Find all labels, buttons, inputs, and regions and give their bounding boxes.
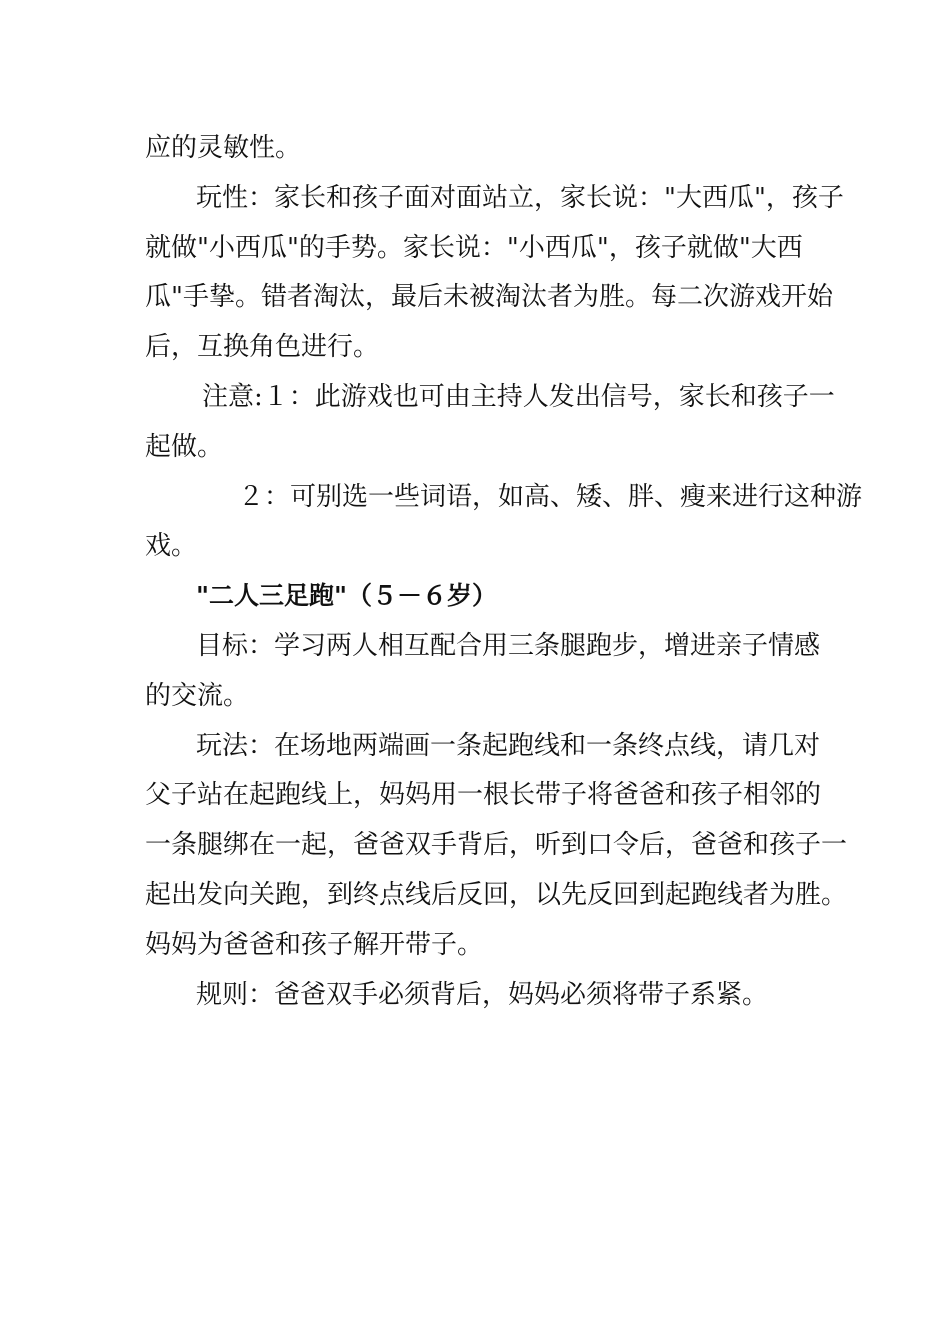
paragraph-line: 目标：学习两人相互配合用三条腿跑步，增进亲子情感	[196, 631, 821, 661]
paragraph-line: 一条腿绑在一起，爸爸双手背后，听到口令后，爸爸和孩子一	[145, 830, 848, 860]
paragraph-line: 应的灵敏性。	[145, 133, 302, 163]
paragraph-line: 后，互换角色进行。	[145, 332, 380, 362]
section-heading: "二人三足跑"（５－６岁）	[196, 581, 498, 610]
note-line: 起做。	[145, 432, 224, 462]
paragraph-line: 玩性：家长和孩子面对面站立，家长说："大西瓜"，孩子	[196, 183, 844, 213]
paragraph-line: 瓜"手挚。错者淘汰，最后未被淘汰者为胜。每二次游戏开始	[145, 282, 833, 312]
paragraph-line: 规则：爸爸双手必须背后，妈妈必须将带子系紧。	[196, 980, 769, 1010]
paragraph-line: 就做"小西瓜"的手势。家长说："小西瓜"，孩子就做"大西	[145, 233, 803, 263]
note-line: 注意:１：此游戏也可由主持人发出信号，家长和孩子一	[202, 382, 835, 412]
paragraph-line: 起出发向关跑，到终点线后反回，以先反回到起跑线者为胜。	[145, 880, 848, 910]
note-line: ２：可别选一些词语，如高、矮、胖、瘦来进行这种游	[238, 482, 863, 512]
paragraph-line: 妈妈为爸爸和孩子解开带子。	[145, 930, 484, 960]
paragraph-line: 玩法：在场地两端画一条起跑线和一条终点线，请几对	[196, 731, 821, 761]
paragraph-line: 父子站在起跑线上，妈妈用一根长带子将爸爸和孩子相邻的	[145, 780, 822, 810]
paragraph-line: 的交流。	[145, 681, 250, 711]
note-line: 戏。	[145, 531, 198, 561]
